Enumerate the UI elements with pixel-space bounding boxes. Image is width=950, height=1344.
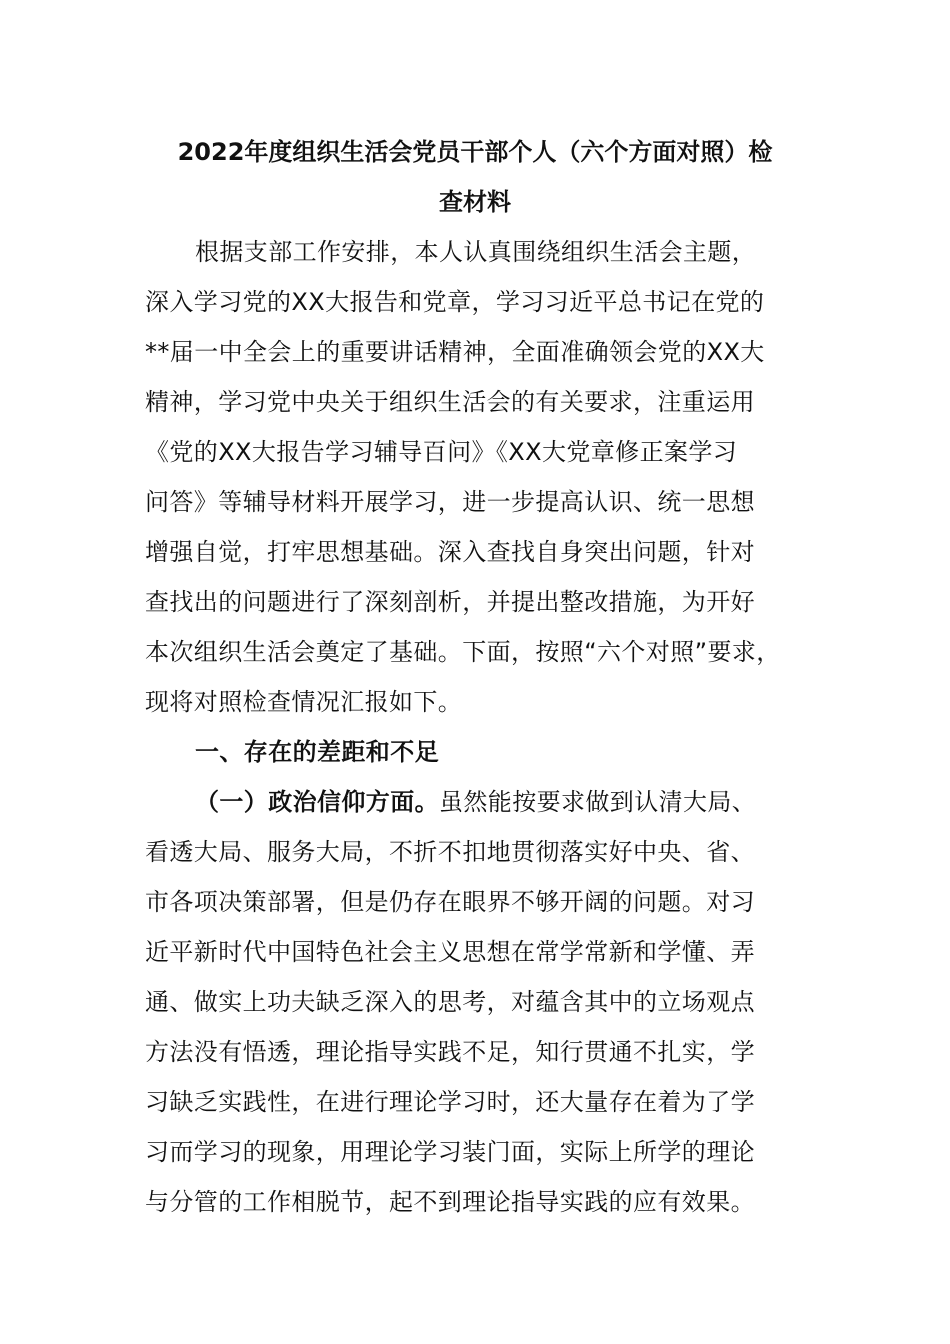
intro-line: 查找出的问题进行了深刻剖析，并提出整改措施，为开好 [145, 588, 755, 616]
subsection-lead: （一）政治信仰方面。 [195, 788, 439, 816]
intro-line: 本次组织生活会奠定了基础。下面，按照“六个对照”要求， [145, 638, 781, 666]
intro-line: 《党的XX大报告学习辅导百问》《XX大党章修正案学习 [145, 438, 738, 466]
subsection-line: 习缺乏实践性，在进行理论学习时，还大量存在着为了学 [145, 1088, 755, 1116]
subsection-line: 习而学习的现象，用理论学习装门面，实际上所学的理论 [145, 1138, 755, 1166]
intro-line: 增强自觉，打牢思想基础。深入查找自身突出问题，针对 [145, 538, 755, 566]
subsection-line: 看透大局、服务大局，不折不扣地贯彻落实好中央、省、 [145, 838, 755, 866]
intro-line: **届一中全会上的重要讲话精神，全面准确领会党的XX大 [145, 338, 765, 366]
subsection-first-line-text: 虽然能按要求做到认清大局、 [439, 788, 757, 816]
intro-line: 现将对照检查情况汇报如下。 [145, 688, 463, 716]
subsection-line: 与分管的工作相脱节，起不到理论指导实践的应有效果。 [145, 1188, 755, 1216]
subsection-first-line [145, 777, 809, 827]
subsection-line: 方法没有悟透，理论指导实践不足，知行贯通不扎实，学 [145, 1038, 755, 1066]
intro-paragraph [145, 227, 809, 1227]
title-line-2: 查材料 [439, 188, 511, 216]
document-title [145, 127, 805, 227]
intro-line: 精神，学习党中央关于组织生活会的有关要求，注重运用 [145, 388, 755, 416]
intro-line: 深入学习党的XX大报告和党章，学习习近平总书记在党的 [145, 288, 765, 316]
subsection-line: 近平新时代中国特色社会主义思想在常学常新和学懂、弄 [145, 938, 755, 966]
subsection-line: 通、做实上功夫缺乏深入的思考，对蕴含其中的立场观点 [145, 988, 755, 1016]
section-heading: 一、存在的差距和不足 [195, 738, 439, 766]
intro-line: 问答》等辅导材料开展学习，进一步提高认识、统一思想 [145, 488, 755, 516]
subsection-line: 市各项决策部署，但是仍存在眼界不够开阔的问题。对习 [145, 888, 755, 916]
intro-line: 根据支部工作安排，本人认真围绕组织生活会主题， [195, 238, 757, 266]
title-line-1: 2022年度组织生活会党员干部个人（六个方面对照）检 [177, 138, 773, 166]
